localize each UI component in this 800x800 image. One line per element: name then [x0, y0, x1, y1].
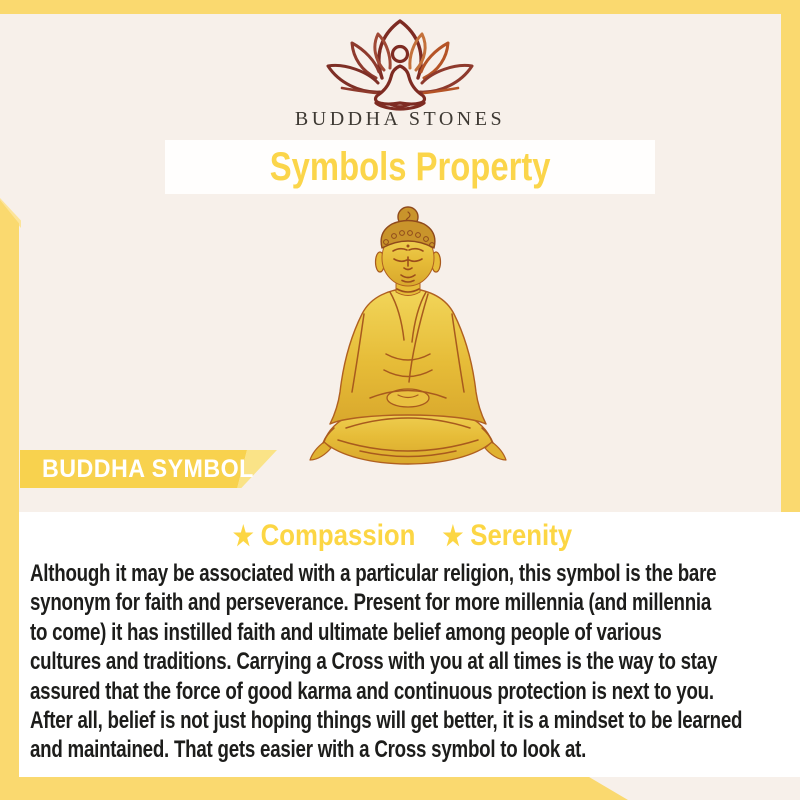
star-icon: ★ [442, 521, 464, 551]
ribbon-label: BUDDHA SYMBOL [42, 455, 254, 483]
buddha-illustration [298, 202, 518, 474]
star-icon: ★ [232, 521, 254, 551]
description-line: Although it may be associated with a particular religion, this symbol is the bare [30, 560, 717, 587]
lotus-meditation-logo-icon [316, 16, 484, 112]
description-line: and maintained. That gets easier with a Cross symbol to look at. [30, 736, 587, 764]
frame-top-bar [0, 0, 800, 14]
brand-name: BUDDHA STONES [294, 108, 506, 130]
description-line: synonym for faith and perseverance. Present for more millennia (and millennia [30, 589, 712, 617]
property-label: Compassion [260, 519, 415, 552]
symbol-properties-line [0, 516, 800, 556]
property-serenity [442, 519, 572, 553]
property-compassion [232, 519, 415, 553]
description-line: After all, belief is not just hoping things will get better, it is a mindset to be learned [30, 706, 743, 734]
description-line: cultures and traditions. Carrying a Cross with you at all times is the way to stay [30, 648, 718, 676]
buddha-symbol-ribbon [20, 450, 278, 488]
description-line: assured that the force of good karma and continuous protection is next to you. [30, 677, 714, 705]
description-line: to come) it has instilled faith and ultimate belief among people of various [30, 618, 662, 646]
frame-left-bar [0, 200, 19, 800]
title-band [165, 140, 655, 194]
frame-bottom-bar [0, 777, 628, 800]
page-title: Symbols Property [269, 144, 551, 189]
property-label: Serenity [470, 519, 572, 552]
description-paragraph [30, 559, 782, 765]
frame-right-bar [781, 0, 800, 597]
